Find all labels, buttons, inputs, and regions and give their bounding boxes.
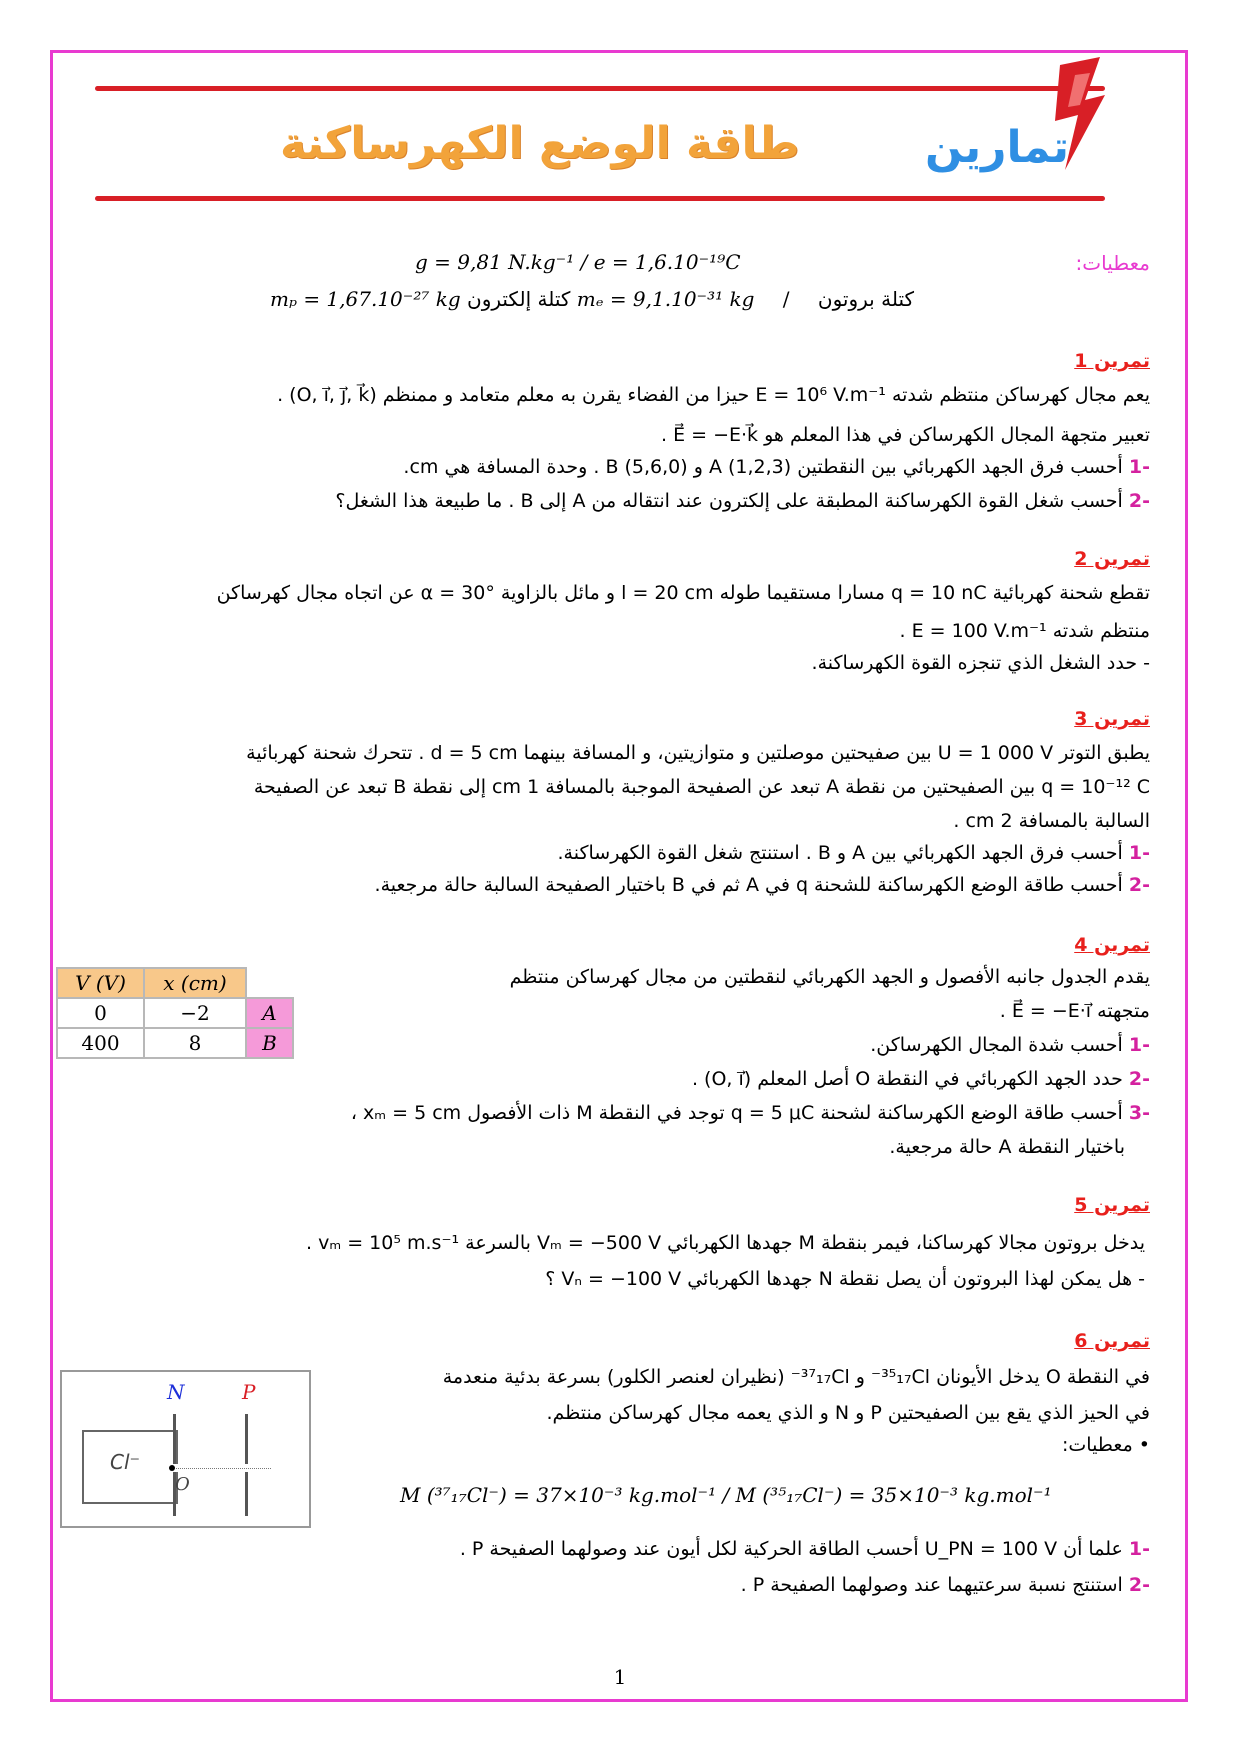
ex2-line-1: تقطع شحنة كهربائية q = 10 nC مسارا مستقيما طوله l = 20 cm و مائل بالزاوية α = 30° عن اتجاه مجال كهرساكن [216,582,1150,604]
ex1-q2-text: أحسب شغل القوة الكهرساكنة المطبقة على إلكترون عند انتقاله من A إلى B . ما طبيعة هذا الشغل؟ [335,490,1123,512]
ex6-question-2 [741,1570,1150,1600]
point-o [169,1465,175,1471]
ex5-line-1: يدخل بروتون مجالا كهرساكنا، فيمر بنقطة M جهدها الكهربائي Vₘ = −500 V بالسرعة vₘ = 10⁵ m.s⁻¹ . [306,1232,1145,1254]
table-cell: 8 [144,1028,246,1058]
data-line-2 [270,287,914,311]
ex3-q1-number: -1 [1128,842,1150,864]
label-p: P [242,1380,256,1404]
header-bottom-line [95,196,1105,201]
table-row [57,1028,293,1058]
ex1-question-2 [335,486,1150,516]
ex6-question-1 [460,1534,1150,1564]
ex4-table [56,967,294,1059]
data-label: معطيات: [1075,251,1150,275]
label-n: N [167,1380,185,1404]
ex2-line-2: منتظم شدته E = 100 V.m⁻¹ . [899,620,1150,642]
ex2-title: تمرين 2 [1074,548,1150,570]
ex6-q2-text: استنتج نسبة سرعتيهما عند وصولهما الصفيحة P . [740,1574,1123,1596]
ex6-q1-number: -1 [1128,1538,1150,1560]
ex1-line-1: يعم مجال كهرساكن منتظم شدته E = 10⁶ V.m⁻¹ حيزا من الفضاء يقرن به معلم متعامد و ممنظم (O, i⃗, j⃗, k⃗) . [277,384,1150,406]
data-separator: / [782,287,790,311]
header-top-line [95,86,1105,91]
ex4-q3-number: -3 [1128,1102,1150,1124]
ex5-title: تمرين 5 [1074,1194,1150,1216]
table-row [57,998,293,1028]
ex3-question-1 [557,838,1150,868]
ex4-title: تمرين 4 [1074,934,1150,956]
ex4-q3-text: أحسب طاقة الوضع الكهرساكنة لشحنة q = 5 μC توجد في النقطة M ذات الأفصول xₘ = 5 cm ، [350,1102,1123,1124]
ex4-line-2: متجهته E⃗ = −E·i⃗ . [999,1000,1150,1022]
ex6-data: M (³⁷₁₇Cl⁻) = 37×10⁻³ kg.mol⁻¹ / M (³⁵₁₇Cl⁻) = 35×10⁻³ kg.mol⁻¹ [400,1483,1052,1507]
ex6-line-2: في الحيز الذي يقع بين الصفيحتين P و N و الذي يعمه مجال كهرساكن منتظم. [546,1402,1150,1424]
ex4-q2-number: -2 [1128,1068,1150,1090]
ex6-q2-number: -2 [1128,1574,1150,1596]
ex6-q1-text: علما أن U_PN = 100 V أحسب الطاقة الحركية لكل أيون عند وصولهما الصفيحة P . [459,1538,1123,1560]
ex1-q2-number: -2 [1128,490,1150,512]
table-cell-point: B [246,1028,293,1058]
ex1-question-1 [403,452,1150,482]
ex4-q2-text: حدد الجهد الكهربائي في النقطة O أصل المعلم (O, i⃗) . [691,1068,1123,1090]
ex1-title: تمرين 1 [1074,350,1150,372]
electron-mass: mₑ = 9,1.10⁻³¹ kg [576,287,755,311]
ion-label: Cl⁻ [110,1450,141,1474]
ex4-question-2 [692,1064,1150,1094]
label-o: O [175,1474,190,1495]
proton-mass: mₚ = 1,67.10⁻²⁷ kg [270,287,461,311]
ex4-question-1 [870,1030,1150,1060]
ex4-q1-text: أحسب شدة المجال الكهرساكن. [870,1034,1123,1056]
ex6-line-3: • معطيات: [1062,1434,1150,1456]
table-cell: 0 [57,998,144,1028]
trajectory-line [176,1468,271,1469]
ex3-q2-text: أحسب طاقة الوضع الكهرساكنة للشحنة q في A ثم في B باختيار الصفيحة السالبة حالة مرجعية. [374,874,1123,896]
ex4-line-1: يقدم الجدول جانبه الأفصول و الجهد الكهربائي لنقطتين من مجال كهرساكن منتظم [509,966,1150,988]
table-header-row [57,968,293,998]
table-header-empty [246,968,293,998]
table-header-v: V (V) [57,968,144,998]
ex3-q2-number: -2 [1128,874,1150,896]
proton-mass-label: كتلة بروتون [817,287,914,311]
table-header-x: x (cm) [144,968,246,998]
ex1-q1-number: -1 [1128,456,1150,478]
ex1-line-2: تعبير متجهة المجال الكهرساكن في هذا المعلم هو E⃗ = −E·k⃗ . [660,424,1150,446]
ex3-line-2: q = 10⁻¹² C بين الصفيحتين من نقطة A تبعد عن الصفيحة الموجبة بالمسافة 1 cm إلى نقطة B تبعد عن الصفيحة [253,776,1150,798]
page-number: 1 [613,1665,627,1689]
electron-mass-label: كتلة إلكترون [467,287,571,311]
table-cell: −2 [144,998,246,1028]
page-subtitle: تمارين [925,122,1069,173]
ex3-line-3: السالبة بالمسافة 2 cm . [953,810,1150,832]
ex4-question-3b: باختيار النقطة A حالة مرجعية. [889,1136,1125,1158]
data-line-1: g = 9,81 N.kg⁻¹ / e = 1,6.10⁻¹⁹C [415,250,741,274]
ex3-q1-text: أحسب فرق الجهد الكهربائي بين A و B . استنتج شغل القوة الكهرساكنة. [557,842,1123,864]
table-cell: 400 [57,1028,144,1058]
ex6-figure [60,1370,311,1528]
ex5-line-2: - هل يمكن لهذا البروتون أن يصل نقطة N جهدها الكهربائي Vₙ = −100 V ؟ [545,1268,1145,1290]
ex1-q1-text: أحسب فرق الجهد الكهربائي بين النقطتين A (1,2,3) و B (5,6,0) . وحدة المسافة هي cm. [403,456,1123,478]
ex2-line-3: - حدد الشغل الذي تنجزه القوة الكهرساكنة. [811,652,1150,674]
ex4-question-3 [351,1098,1150,1128]
ex3-title: تمرين 3 [1074,708,1150,730]
table-cell-point: A [246,998,293,1028]
ex3-line-1: يطبق التوتر U = 1 000 V بين صفيحتين موصلتين و متوازيتين، و المسافة بينهما d = 5 cm . تتحرك شحنة كهربائية [246,742,1150,764]
ex4-q1-number: -1 [1128,1034,1150,1056]
page-title: طاقة الوضع الكهرساكنة [280,118,800,169]
ex6-title: تمرين 6 [1074,1330,1150,1352]
ex3-question-2 [375,870,1150,900]
ex6-line-1: في النقطة O يدخل الأيونان ³⁵₁₇Cl⁻ و ³⁷₁₇Cl⁻ (نظيران لعنصر الكلور) بسرعة بدئية منعدمة [442,1366,1150,1388]
